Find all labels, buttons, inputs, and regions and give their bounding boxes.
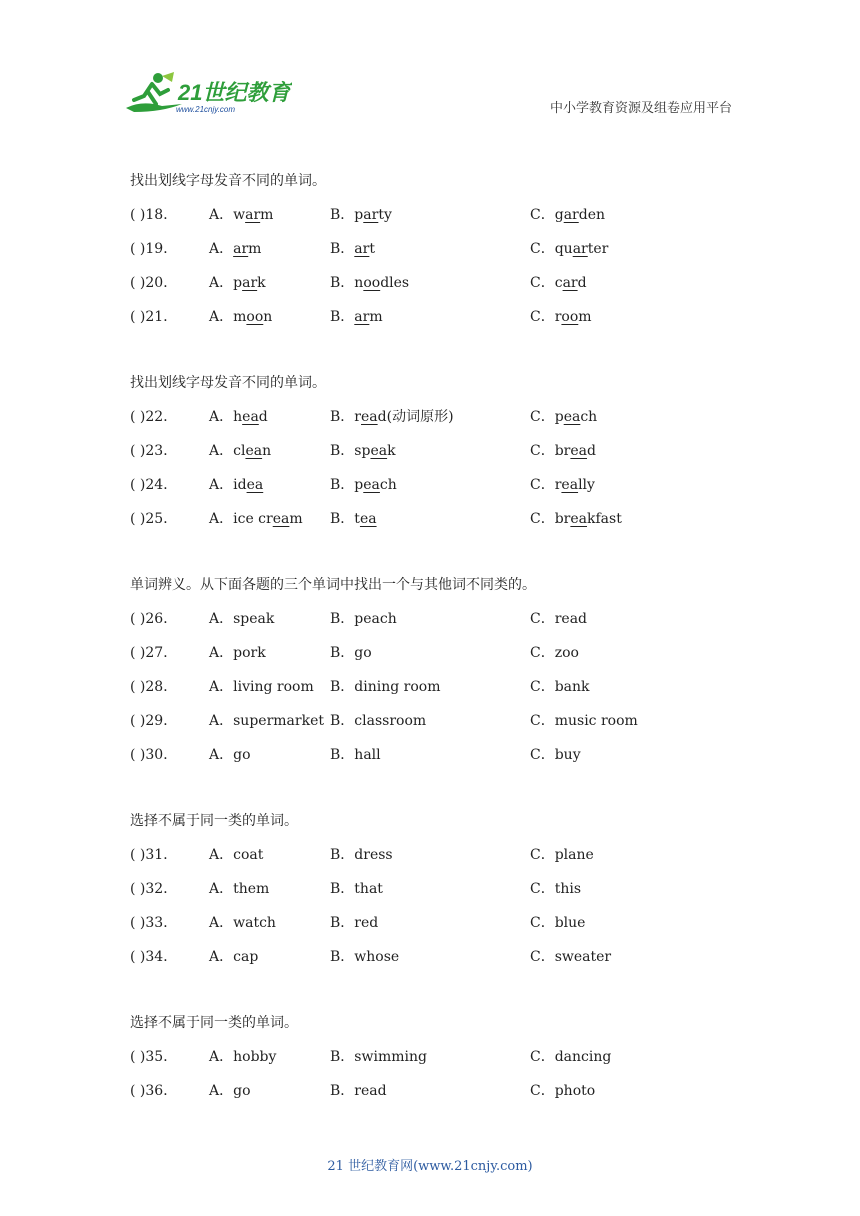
underlined-letters: ea [563, 409, 581, 425]
question-row [130, 272, 740, 306]
question-number[interactable]: ( )24． [130, 477, 178, 493]
option-letter: B． [330, 645, 355, 661]
word-part: ter [587, 241, 609, 257]
question-row [130, 440, 740, 474]
word-part: r [354, 409, 361, 425]
option-c [530, 946, 611, 968]
underlined-letters: ea [245, 443, 263, 459]
word-part: p [554, 409, 564, 425]
question-number[interactable]: ( )34． [130, 949, 178, 965]
question-number[interactable]: ( )31． [130, 847, 178, 863]
option-c [530, 844, 594, 866]
option-letter: B． [330, 309, 355, 325]
option-letter: B． [330, 241, 355, 257]
option-a [209, 642, 266, 664]
word-part: plane [554, 847, 594, 863]
question-section [130, 574, 740, 778]
option-letter: C． [530, 1049, 555, 1065]
word-part: lly [578, 477, 595, 493]
option-letter: B． [330, 443, 355, 459]
option-c [530, 1046, 611, 1068]
option-b [330, 238, 375, 260]
option-letter: B． [330, 949, 355, 965]
word-part: zoo [554, 645, 579, 661]
option-a [209, 912, 276, 934]
question-row [130, 946, 740, 980]
option-letter: C． [530, 309, 555, 325]
option-letter: B． [330, 847, 355, 863]
question-number[interactable]: ( )35． [130, 1049, 178, 1065]
underlined-letters: ea [242, 409, 259, 425]
option-c [530, 642, 579, 664]
option-a [209, 508, 303, 530]
option-letter: C． [530, 881, 555, 897]
word-part: w [233, 207, 246, 223]
platform-title: 中小学教育资源及组卷应用平台 [549, 101, 732, 116]
option-letter: C． [530, 1083, 555, 1099]
option-a [209, 306, 272, 328]
word-part: g [554, 207, 564, 223]
option-letter: B． [330, 747, 355, 763]
word-part: bank [554, 679, 590, 695]
word-part: pork [233, 645, 266, 661]
word-part: d [577, 275, 587, 291]
word-part: r [554, 309, 562, 325]
option-letter: A． [209, 275, 234, 291]
underlined-letters: ar [245, 207, 261, 223]
question-row [130, 306, 740, 340]
option-c [530, 1080, 595, 1102]
question-number[interactable]: ( )33． [130, 915, 178, 931]
option-letter: B． [330, 915, 355, 931]
underlined-letters: ar [354, 309, 370, 325]
question-number[interactable]: ( )26． [130, 611, 178, 627]
option-letter: B． [330, 713, 355, 729]
option-b [330, 844, 393, 866]
underlined-letters: ar [562, 275, 578, 291]
option-c [530, 744, 581, 766]
question-row [130, 1080, 740, 1114]
option-letter: A． [209, 1049, 234, 1065]
word-part: hobby [233, 1049, 277, 1065]
option-c [530, 710, 638, 732]
option-c [530, 608, 587, 630]
word-part: d [587, 443, 596, 459]
word-part: d [258, 409, 268, 425]
word-part: blue [554, 915, 586, 931]
option-c [530, 204, 605, 226]
option-letter: A． [209, 847, 234, 863]
underlined-letters: ar [242, 275, 258, 291]
word-part: p [354, 207, 364, 223]
question-section [130, 372, 740, 542]
section-title: 选择不属于同一类的单词。 [130, 813, 298, 829]
underlined-letters: ea [570, 511, 588, 527]
question-row [130, 608, 740, 642]
question-row [130, 710, 740, 744]
word-part: p [354, 477, 364, 493]
word-part: ice cr [233, 511, 273, 527]
option-letter: C． [530, 747, 555, 763]
word-part: m [369, 309, 383, 325]
question-number[interactable]: ( )18． [130, 207, 178, 223]
word-part: t [369, 241, 375, 257]
option-b [330, 272, 409, 294]
underlined-letters: oo [561, 309, 579, 325]
question-row [130, 844, 740, 878]
underlined-letters: ar [354, 241, 370, 257]
option-letter: C． [530, 443, 555, 459]
section-title: 单词辨义。从下面各题的三个单词中找出一个与其他词不同类的。 [130, 577, 536, 593]
word-part: supermarket [233, 713, 324, 729]
option-b [330, 676, 440, 698]
word-part: cl [233, 443, 246, 459]
option-a [209, 406, 268, 428]
option-letter: C． [530, 511, 555, 527]
option-b [330, 1080, 387, 1102]
underlined-letters: ar [563, 207, 579, 223]
underlined-letters: ea [363, 477, 380, 493]
word-part: dles [380, 275, 410, 291]
word-part: cap [233, 949, 259, 965]
underlined-letters: ea [272, 511, 290, 527]
option-letter: A． [209, 409, 234, 425]
underlined-letters: ar [233, 241, 249, 257]
underlined-letters: ea [359, 511, 377, 527]
underlined-letters: oo [246, 309, 264, 325]
word-part: buy [554, 747, 581, 763]
option-a [209, 204, 273, 226]
question-section [130, 170, 740, 340]
option-letter: A． [209, 611, 234, 627]
option-letter: C． [530, 949, 555, 965]
option-a [209, 474, 263, 496]
option-a [209, 676, 314, 698]
word-part: hall [354, 747, 381, 763]
word-part: sweater [554, 949, 612, 965]
option-letter: A． [209, 207, 234, 223]
word-part: den [578, 207, 605, 223]
question-number[interactable]: ( )22． [130, 409, 178, 425]
word-part: m [248, 241, 262, 257]
option-b [330, 306, 383, 328]
option-b [330, 744, 381, 766]
word-part: sp [354, 443, 371, 459]
question-row [130, 676, 740, 710]
question-row [130, 744, 740, 778]
word-part: dancing [554, 1049, 612, 1065]
question-section [130, 810, 740, 980]
underlined-letters: ar [572, 241, 588, 257]
word-part: peach [354, 611, 397, 627]
page-header [0, 0, 860, 130]
logo-url: www.21cnjy.com [176, 105, 235, 114]
option-letter: C． [530, 477, 555, 493]
option-a [209, 844, 263, 866]
word-part: m [289, 511, 303, 527]
word-part: music room [554, 713, 638, 729]
word-part: ty [378, 207, 392, 223]
option-letter: A． [209, 309, 234, 325]
option-b [330, 878, 383, 900]
option-c [530, 440, 596, 462]
question-row [130, 238, 740, 272]
option-letter: A． [209, 881, 234, 897]
question-row [130, 642, 740, 676]
question-number[interactable]: ( )21． [130, 309, 178, 325]
worksheet-content [130, 170, 740, 1146]
word-part: swimming [354, 1049, 427, 1065]
word-part: classroom [354, 713, 427, 729]
word-part: n [262, 443, 272, 459]
section-title: 选择不属于同一类的单词。 [130, 1015, 298, 1031]
word-part: photo [554, 1083, 596, 1099]
word-part: read [554, 611, 588, 627]
option-c [530, 272, 587, 294]
option-letter: C． [530, 241, 555, 257]
option-a [209, 272, 266, 294]
option-letter: B． [330, 207, 355, 223]
option-a [209, 1080, 251, 1102]
section-title: 找出划线字母发音不同的单词。 [130, 173, 326, 189]
option-letter: C． [530, 207, 555, 223]
option-letter: A． [209, 511, 234, 527]
word-part: c [554, 275, 563, 291]
word-part: r [554, 477, 562, 493]
question-number[interactable]: ( )25． [130, 511, 178, 527]
option-c [530, 912, 585, 934]
option-b [330, 406, 454, 428]
word-part: dining room [354, 679, 441, 695]
question-number[interactable]: ( )28． [130, 679, 178, 695]
word-part: qu [554, 241, 573, 257]
word-part: ch [379, 477, 397, 493]
option-a [209, 878, 269, 900]
option-letter: A． [209, 241, 234, 257]
word-part: watch [233, 915, 276, 931]
word-part: d(动词原形) [377, 409, 454, 425]
word-part: id [233, 477, 247, 493]
option-b [330, 608, 397, 630]
option-letter: A． [209, 747, 234, 763]
option-b [330, 474, 397, 496]
word-part: this [554, 881, 582, 897]
option-a [209, 238, 261, 260]
option-b [330, 440, 396, 462]
word-part: m [233, 309, 247, 325]
option-letter: A． [209, 1083, 234, 1099]
runner-logo-icon [122, 70, 292, 116]
underlined-letters: oo [363, 275, 381, 291]
option-c [530, 676, 590, 698]
option-letter: B． [330, 1049, 355, 1065]
option-a [209, 440, 271, 462]
page-footer[interactable]: 21 世纪教育网(www.21cnjy.com) [327, 1159, 533, 1174]
underlined-letters: ea [246, 477, 264, 493]
question-number[interactable]: ( )19． [130, 241, 178, 257]
option-letter: B． [330, 679, 355, 695]
option-c [530, 878, 581, 900]
option-a [209, 1046, 276, 1068]
word-part: n [354, 275, 364, 291]
question-number[interactable]: ( )20． [130, 275, 178, 291]
question-section [130, 1012, 740, 1114]
option-letter: B． [330, 1083, 355, 1099]
option-letter: A． [209, 949, 234, 965]
word-part: ch [580, 409, 598, 425]
option-b [330, 642, 372, 664]
option-letter: C． [530, 847, 555, 863]
option-letter: A． [209, 713, 234, 729]
logo-text: 21世纪教育 [178, 80, 291, 105]
option-b [330, 946, 399, 968]
option-letter: B． [330, 275, 355, 291]
word-part: h [233, 409, 243, 425]
option-letter: B． [330, 881, 355, 897]
section-title: 找出划线字母发音不同的单词。 [130, 375, 326, 391]
question-number[interactable]: ( )30． [130, 747, 178, 763]
option-letter: C． [530, 679, 555, 695]
question-number[interactable]: ( )27． [130, 645, 178, 661]
word-part: red [354, 915, 379, 931]
word-part: m [578, 309, 592, 325]
word-part: speak [233, 611, 275, 627]
option-letter: C． [530, 611, 555, 627]
option-c [530, 406, 597, 428]
word-part: k [257, 275, 266, 291]
word-part: whose [354, 949, 400, 965]
option-letter: C． [530, 275, 555, 291]
option-b [330, 912, 378, 934]
question-number[interactable]: ( )29． [130, 713, 178, 729]
site-logo[interactable] [122, 70, 292, 116]
word-part: that [354, 881, 383, 897]
option-letter: A． [209, 679, 234, 695]
option-b [330, 1046, 427, 1068]
word-part: br [554, 511, 571, 527]
option-letter: C． [530, 645, 555, 661]
option-letter: C． [530, 713, 555, 729]
word-part: coat [233, 847, 264, 863]
underlined-letters: ar [363, 207, 379, 223]
question-row [130, 474, 740, 508]
option-letter: A． [209, 645, 234, 661]
option-c [530, 508, 622, 530]
word-part: them [233, 881, 270, 897]
question-row [130, 508, 740, 542]
word-part: t [354, 511, 360, 527]
option-letter: A． [209, 443, 234, 459]
option-b [330, 508, 377, 530]
word-part: p [233, 275, 243, 291]
option-b [330, 710, 426, 732]
word-part: n [263, 309, 273, 325]
option-letter: B． [330, 511, 355, 527]
option-a [209, 744, 251, 766]
option-c [530, 474, 595, 496]
word-part: living room [233, 679, 314, 695]
option-a [209, 710, 324, 732]
question-number[interactable]: ( )32． [130, 881, 178, 897]
word-part: go [233, 1083, 251, 1099]
option-letter: B． [330, 477, 355, 493]
option-letter: C． [530, 915, 555, 931]
option-b [330, 204, 392, 226]
option-a [209, 608, 274, 630]
word-part: k [387, 443, 396, 459]
question-number[interactable]: ( )36． [130, 1083, 178, 1099]
underlined-letters: ea [561, 477, 579, 493]
word-part: m [260, 207, 274, 223]
option-letter: C． [530, 409, 555, 425]
option-letter: A． [209, 915, 234, 931]
question-row [130, 406, 740, 440]
option-a [209, 946, 258, 968]
option-c [530, 306, 592, 328]
word-part: read [354, 1083, 387, 1099]
question-row [130, 1046, 740, 1080]
option-letter: B． [330, 611, 355, 627]
question-row [130, 878, 740, 912]
underlined-letters: ea [370, 443, 388, 459]
option-c [530, 238, 608, 260]
underlined-letters: ea [570, 443, 588, 459]
option-letter: B． [330, 409, 355, 425]
word-part: go [233, 747, 251, 763]
question-row [130, 912, 740, 946]
underlined-letters: ea [361, 409, 378, 425]
word-part: go [354, 645, 372, 661]
word-part: br [554, 443, 571, 459]
word-part: kfast [587, 511, 622, 527]
word-part: dress [354, 847, 393, 863]
question-number[interactable]: ( )23． [130, 443, 178, 459]
question-row [130, 204, 740, 238]
option-letter: A． [209, 477, 234, 493]
